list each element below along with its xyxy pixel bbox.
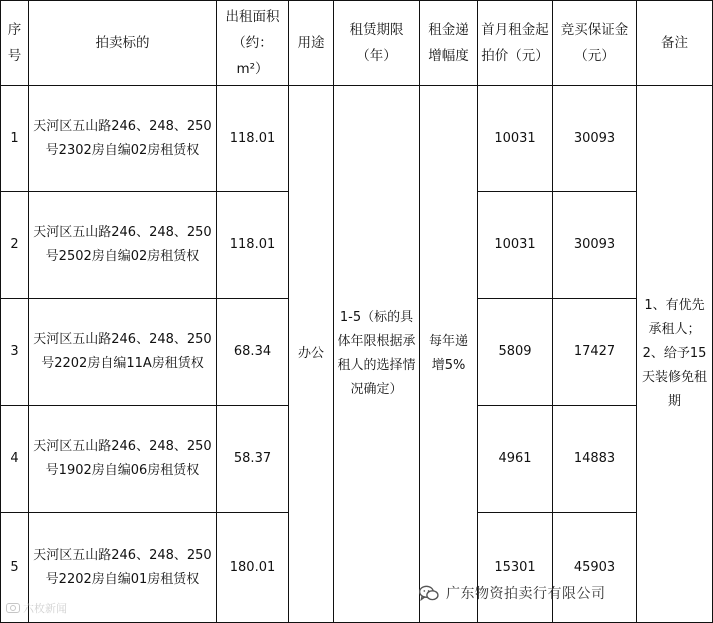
row-lot: 天河区五山路246、248、250号2302房自编02房租赁权 <box>29 86 217 192</box>
row-no: 5 <box>1 513 29 623</box>
row-area: 68.34 <box>217 299 289 406</box>
header-seq-no: 序号 <box>1 1 29 86</box>
row-deposit: 17427 <box>553 299 637 406</box>
header-row <box>1 1 713 86</box>
row-deposit: 30093 <box>553 86 637 192</box>
usage-cell: 办公 <box>289 86 334 623</box>
row-no: 2 <box>1 192 29 299</box>
header-auction-lot: 拍卖标的 <box>29 1 217 86</box>
header-lease-term: 租赁期限（年） <box>334 1 420 86</box>
header-first-month-rent: 首月租金起拍价（元） <box>478 1 553 86</box>
row-lot: 天河区五山路246、248、250号2502房自编02房租赁权 <box>29 192 217 299</box>
row-no: 1 <box>1 86 29 192</box>
row-lot: 天河区五山路246、248、250号2202房自编11A房租赁权 <box>29 299 217 406</box>
wechat-account-watermark <box>418 583 606 603</box>
row-area: 58.37 <box>217 406 289 513</box>
row-first-month-rent: 4961 <box>478 406 553 513</box>
camera-icon <box>6 603 20 613</box>
row-lot: 天河区五山路246、248、250号2202房自编01房租赁权 <box>29 513 217 623</box>
row-deposit: 45903 <box>553 513 637 623</box>
row-area: 180.01 <box>217 513 289 623</box>
header-rent-increase: 租金递增幅度 <box>420 1 478 86</box>
row-no: 3 <box>1 299 29 406</box>
lease-term-cell: 1-5（标的具体年限根据承租人的选择情况确定） <box>334 86 420 623</box>
table-row <box>1 86 713 192</box>
row-deposit: 14883 <box>553 406 637 513</box>
row-no: 4 <box>1 406 29 513</box>
row-deposit: 30093 <box>553 192 637 299</box>
rent-increase-cell: 每年递增5% <box>420 86 478 623</box>
corner-watermark-text: 六枚新闻 <box>23 602 67 615</box>
row-area: 118.01 <box>217 192 289 299</box>
corner-watermark <box>6 600 67 616</box>
row-first-month-rent: 15301 <box>478 513 553 623</box>
remarks-cell: 1、有优先承租人；2、给予15天装修免租期 <box>637 86 713 623</box>
row-first-month-rent: 10031 <box>478 86 553 192</box>
wechat-icon <box>418 585 440 602</box>
row-first-month-rent: 10031 <box>478 192 553 299</box>
wechat-account-name: 广东物资拍卖行有限公司 <box>446 586 606 602</box>
header-lease-area: 出租面积（约：m²） <box>217 1 289 86</box>
header-usage: 用途 <box>289 1 334 86</box>
header-remarks: 备注 <box>637 1 713 86</box>
row-area: 118.01 <box>217 86 289 192</box>
row-first-month-rent: 5809 <box>478 299 553 406</box>
header-deposit: 竞买保证金（元） <box>553 1 637 86</box>
row-lot: 天河区五山路246、248、250号1902房自编06房租赁权 <box>29 406 217 513</box>
